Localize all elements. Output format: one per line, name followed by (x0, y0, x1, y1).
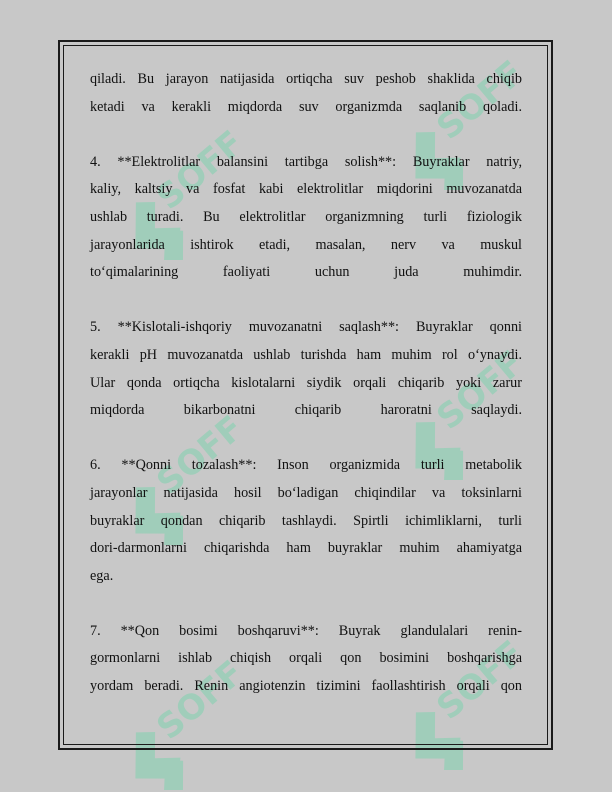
text-line: dori-darmonlarni chiqarishda ham buyraklar muhim ahamiyatga (90, 540, 522, 557)
text-line: kerakli pH muvozanatda ushlab turishda ham muhim rol o‘ynaydi. (90, 346, 522, 363)
text-line: ketadi va kerakli miqdorda suv organizmda saqlanib qoladi. (90, 98, 522, 115)
paragraph-blood-pressure (90, 618, 522, 701)
text-line: yordam beradi. Renin angiotenzin tizimini faollashtirish orqali qon (90, 678, 522, 695)
paragraph-blood-cleansing (90, 452, 522, 590)
text-line: ega. (90, 567, 114, 584)
text-line: 4. **Elektrolitlar balansini tartibga solish**: Buyraklar natriy, (90, 153, 522, 170)
text-line: miqdorda bikarbonatni chiqarib haroratni saqlaydi. (90, 402, 522, 419)
svg-text:SOFF: SOFF (149, 123, 252, 218)
text-line: jarayonlar natijasida hosil bo‘ladigan chiqindilar va toksinlarni (90, 484, 522, 501)
svg-text:SOFF: SOFF (429, 343, 532, 438)
paragraph-electrolytes (90, 149, 522, 287)
text-line: gormonlarni ishlab chiqish orqali qon bosimini boshqarishga (90, 650, 522, 667)
text-line: to‘qimalarining faoliyati uchun juda muhimdir. (90, 264, 522, 281)
svg-text:SOFF: SOFF (429, 633, 532, 728)
svg-text:SOFF: SOFF (429, 53, 532, 148)
document-body (90, 66, 522, 728)
text-line: jarayonlarida ishtirok etadi, masalan, nerv va muskul (90, 236, 522, 253)
text-line: 5. **Kislotali-ishqoriy muvozanatni saqlash**: Buyraklar qonni (90, 319, 522, 336)
svg-text:SOFF: SOFF (149, 653, 252, 748)
text-line: 6. **Qonni tozalash**: Inson organizmida turli metabolik (90, 457, 522, 474)
text-line: kaliy, kaltsiy va fosfat kabi elektrolitlar miqdorini muvozanatda (90, 181, 522, 198)
text-line: buyraklar qondan chiqarib tashlaydi. Spirtli ichimliklarni, turli (90, 512, 522, 529)
text-line: qiladi. Bu jarayon natijasida ortiqcha suv peshob shaklida chiqib (90, 71, 522, 87)
text-line: 7. **Qon bosimi boshqaruvi**: Buyrak glandulalari renin- (90, 622, 522, 639)
text-line: ushlab turadi. Bu elektrolitlar organizmning turli fiziologik (90, 208, 522, 225)
paragraph-acid-base (90, 314, 522, 424)
svg-text:SOFF: SOFF (149, 408, 252, 503)
paragraph-continuation (90, 66, 522, 121)
text-line: Ular qonda ortiqcha kislotalarni siydik orqali chiqarib yoki zarur (90, 374, 522, 391)
